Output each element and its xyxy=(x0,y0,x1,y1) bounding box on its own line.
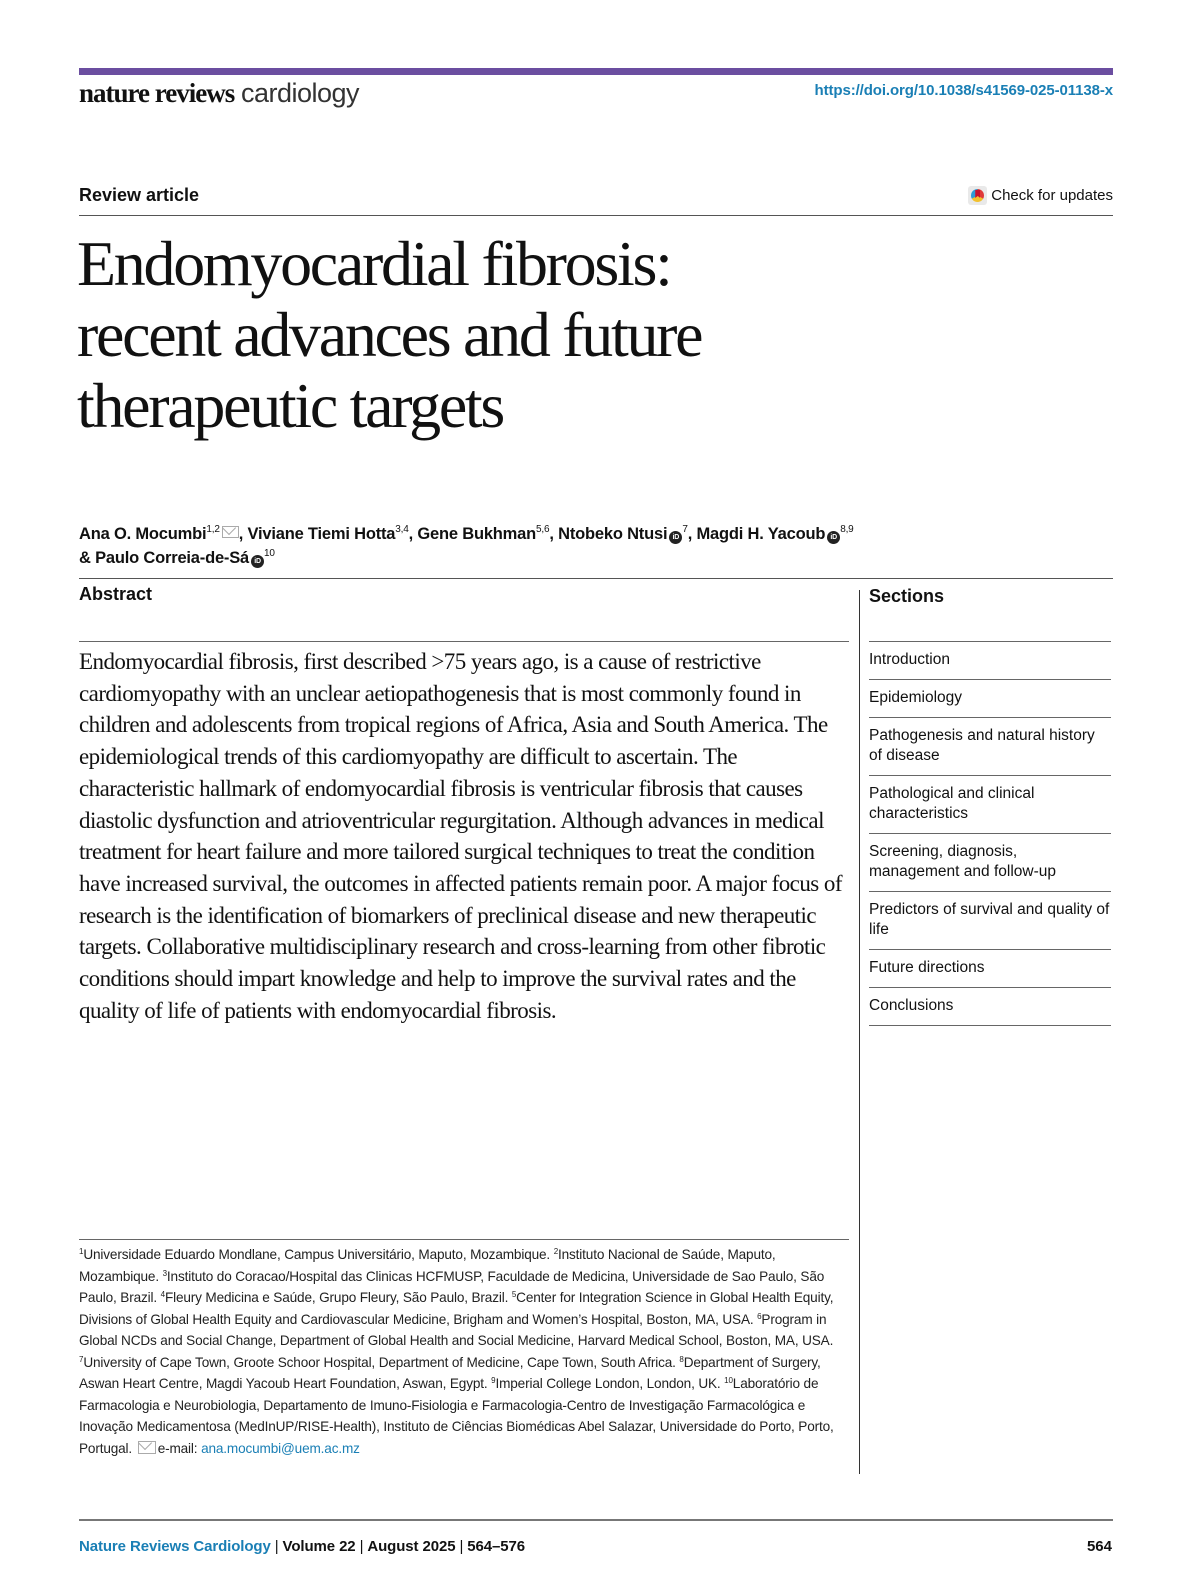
mail-icon[interactable] xyxy=(222,526,239,538)
abstract-divider xyxy=(79,641,849,642)
footer-date: August 2025 xyxy=(367,1538,456,1555)
footer-journal-link[interactable]: Nature Reviews Cardiology xyxy=(79,1538,271,1555)
abstract-top-divider xyxy=(79,578,1113,579)
title-line: Endomyocardial fibrosis: xyxy=(77,228,671,299)
author-affiliation-refs: 3,4 xyxy=(395,524,409,535)
journal-logo-light: cardiology xyxy=(240,78,360,108)
affiliation: University of Cape Town, Groote Schoor Hospital, Department of Medicine, Cape Town, South Africa. xyxy=(83,1354,680,1370)
author-list: Ana O. Mocumbi$^{1,2}$ , Viviane Tiemi Hotta$^{3,4}$, Gene Bukhman$^{5,6}$, Ntobeko Ntusi $iD^7$, Magdi H. Yacoub iD$^{8,9}$ & Paulo Correia-de-Sá $iD^{10}$ xyxy=(79,524,854,567)
orcid-icon[interactable]: iD xyxy=(669,531,682,544)
article-type-label: Review article xyxy=(79,185,200,205)
author-name[interactable]: & Paulo Correia-de-Sá xyxy=(79,549,250,567)
footer-citation: Nature Reviews Cardiology | Volume 22 | August 2025 | 564–576 xyxy=(79,1538,525,1555)
affiliation: Instituto do Coracao/Hospital das Clinicas HCFMUSP, Faculdade de Medicina, Universidade de Sao Paulo, São Paulo, Brazil. xyxy=(79,1268,825,1305)
section-link-predictors[interactable]: Predictors of survival and quality of life xyxy=(869,891,1111,949)
author-name[interactable]: Ana O. Mocumbi xyxy=(79,525,207,543)
author-affiliation-refs: 5,6 xyxy=(536,524,550,535)
orcid-icon[interactable]: iD xyxy=(251,555,264,568)
check-for-updates-label: Check for updates xyxy=(991,187,1113,204)
section-link-future-directions[interactable]: Future directions xyxy=(869,949,1111,987)
footer-pages: 564–576 xyxy=(467,1538,525,1555)
sections-nav xyxy=(869,641,1111,1026)
affiliations: $^1$Universidade Eduardo Mondlane, Campus Universitário, Maputo, Mozambique. $^2$Instituto Nacional de Saúde, Maputo, Mozambique. $^3$Instituto do Coracao/Hospital das Clinicas HCFMUSP, Faculdade de Medicina, Universidade de Sao Paulo, São Paulo, Brazil. $^4$Fleury Medicina e Saúde, Grupo Fleury, São Paulo, Brazil. $^5$Center for Integration Science in Global Health Equity, Divisions of Global Health Equity and Cardiovascular Medicine, Brigham and Women’s Hospital, Boston, MA, USA. $^6$Program in Global NCDs and Social Change, Department of Global Health and Social Medicine, Harvard Medical School, Boston, MA, USA. $^7$University of Cape Town, Groote Schoor Hospital, Department of Medicine, Cape Town, South Africa. $^8$Department of Surgery, Aswan Heart Centre, Magdi Yacoub Heart Foundation, Aswan, Egypt. $^9$Imperial College London, London, UK. $^{10}$Laboratório de Farmacologia e Neurobiologia, Departamento de Imuno-Fisiologia e Farmacologia-Centro de Investigação Farmacológica e Inovação Medicamentosa (MedInUP/RISE-Health), Instituto de Ciências Biomédicas Abel Salazar, Universidade do Porto, Porto, Portugal. e-mail: ana.mocumbi@uem.ac.mz xyxy=(79,1247,834,1456)
journal-logo xyxy=(79,78,359,109)
affiliation: Fleury Medicina e Saúde, Grupo Fleury, São Paulo, Brazil. xyxy=(164,1290,512,1305)
author-name[interactable]: Gene Bukhman xyxy=(417,525,537,543)
check-for-updates-button[interactable] xyxy=(968,186,1113,205)
title-line: recent advances and future xyxy=(77,299,702,370)
affiliation: Center for Integration Science in Global Health Equity, Divisions of Global Health Equity and Cardiovascular Medicine, Brigham and Women’s Hospital, Boston, MA, USA. xyxy=(79,1290,834,1327)
email-link[interactable]: ana.mocumbi@uem.ac.mz xyxy=(201,1440,360,1456)
abstract-text: Endomyocardial fibrosis, first described >75 years ago, is a cause of restrictive cardiomyopathy with an unclear aetiopathogenesis that is most commonly found in children and adolescents from tropical regions of Africa, Asia and South America. The epidemiological trends of this cardiomyopathy are difficult to ascertain. The characteristic hallmark of endomyocardial fibrosis is ventricular fibrosis that causes diastolic dysfunction and atrioventricular regurgitation. Although advances in medical treatment for heart failure and more tailored surgical techniques to treat the condition have increased survival, the outcomes in affected patients remain poor. A major focus of research is the identification of biomarkers of preclinical disease and new therapeutic targets. Collaborative multidisciplinary research and cross-learning from other fibrotic conditions should impart knowledge and help to improve the survival rates and the quality of life of patients with endomyocardial fibrosis. xyxy=(79,649,842,1023)
column-divider xyxy=(859,590,860,1474)
affiliation: Program in Global NCDs and Social Change, Department of Global Health and Social Medicine, Harvard Medical School, Boston, MA, USA. xyxy=(79,1311,834,1348)
mail-icon xyxy=(138,1441,156,1454)
author-affiliation-refs: 10 xyxy=(264,548,275,559)
orcid-icon[interactable]: iD xyxy=(827,531,840,544)
sections-heading: Sections xyxy=(869,586,945,606)
section-link-conclusions[interactable]: Conclusions xyxy=(869,987,1111,1026)
affiliation: Department of Surgery, Aswan Heart Centre, Magdi Yacoub Heart Foundation, Aswan, Egypt. xyxy=(79,1354,821,1391)
affiliation: Instituto Nacional de Saúde, Maputo, Mozambique. xyxy=(79,1247,776,1284)
title-line: therapeutic targets xyxy=(77,370,504,441)
section-link-pathogenesis[interactable]: Pathogenesis and natural history of disease xyxy=(869,717,1111,775)
page-number: 564 xyxy=(1086,1538,1112,1555)
affiliations-divider xyxy=(79,1239,849,1240)
affiliation: Laboratório de Farmacologia e Neurobiologia, Departamento de Imuno-Fisiologia e Farmacologia-Centro de Investigação Farmacológica e Inovação Medicamentosa (MedInUP/RISE-Health), Instituto de Ciências Biomédicas Abel Salazar, Universidade do Porto, Porto, Portugal. xyxy=(79,1376,834,1456)
author-name[interactable]: Magdi H. Yacoub xyxy=(696,525,826,543)
section-link-epidemiology[interactable]: Epidemiology xyxy=(869,679,1111,717)
author-affiliation-refs: 8,9 xyxy=(840,524,854,535)
affiliation: Imperial College London, London, UK. xyxy=(495,1376,725,1391)
journal-accent-bar xyxy=(79,68,1113,75)
article-title xyxy=(77,228,977,441)
author-affiliation-refs: 1,2 xyxy=(206,524,220,535)
doi-link[interactable]: https://doi.org/10.1038/s41569-025-01138-x xyxy=(814,82,1113,99)
footer-divider xyxy=(79,1519,1113,1521)
footer-volume: Volume 22 xyxy=(282,1538,356,1555)
section-link-pathological-clinical[interactable]: Pathological and clinical characteristics xyxy=(869,775,1111,833)
section-link-introduction[interactable]: Introduction xyxy=(869,641,1111,679)
email-label: e-mail: xyxy=(157,1440,202,1456)
crossmark-icon xyxy=(968,186,987,205)
author-name[interactable]: Viviane Tiemi Hotta xyxy=(247,525,396,543)
header-divider xyxy=(79,215,1113,216)
author-affiliation-refs: 7 xyxy=(682,524,688,535)
journal-logo-bold: nature reviews xyxy=(79,78,235,108)
abstract-heading: Abstract xyxy=(79,584,153,604)
section-link-screening[interactable]: Screening, diagnosis, management and follow-up xyxy=(869,833,1111,891)
affiliation: Universidade Eduardo Mondlane, Campus Universitário, Maputo, Mozambique. xyxy=(83,1247,554,1262)
author-name[interactable]: Ntobeko Ntusi xyxy=(558,525,668,543)
